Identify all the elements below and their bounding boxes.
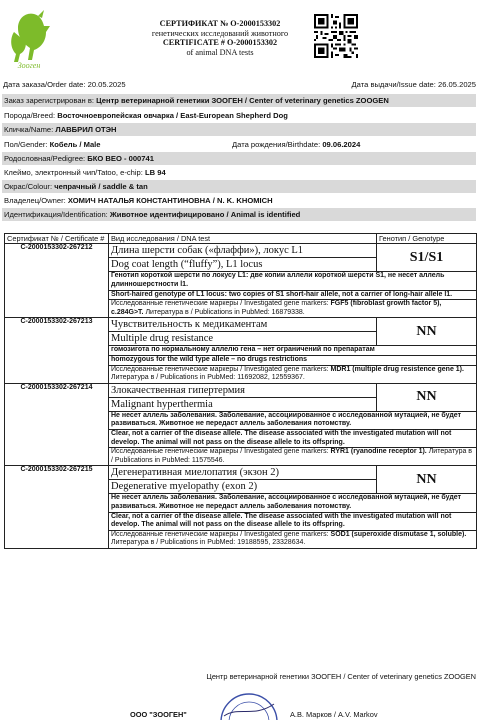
markers-gene: RYR1 (ryanodine receptor 1). (330, 448, 427, 456)
test-title-en: Malignant hyperthermia (109, 397, 377, 411)
owner-label: Владелец/Owner: (4, 196, 66, 205)
genotype-value: S1/S1 (377, 244, 477, 272)
breed-label: Порода/Breed: (4, 111, 56, 120)
pedigree-row (2, 152, 476, 165)
markers-gene: FGF5 (fibroblast growth factor 5), c.284G>T. (111, 300, 442, 316)
pedigree-label: Родословная/Pedigree: (4, 154, 86, 163)
cert-id: C-2000153302-267215 (5, 466, 109, 549)
name-row (2, 123, 476, 136)
seal-stamp (218, 688, 280, 720)
name-label: Кличка/Name: (4, 125, 54, 134)
cert-title-en: CERTIFICATE # O-2000153302 (162, 38, 278, 48)
table-row (5, 244, 477, 258)
birth-label: Дата рождения/Birthdate: (232, 140, 321, 149)
markers-prefix: Исследованные генетические маркеры / Investigated gene markers: (111, 530, 329, 538)
certificate-heading (130, 19, 310, 57)
col-header-certificate: Сертификат № / Certificate # (5, 234, 109, 244)
sex-value: Кобель / Male (49, 140, 101, 149)
result-note-ru: Генотип короткой шерсти по локусу L1: две копии аллели короткой шерсти S1, не несет аллель длинношерстности l1. (109, 272, 477, 290)
sex-row (2, 138, 476, 151)
chip-row (2, 166, 476, 179)
markers-prefix: Исследованные генетические маркеры / Investigated gene markers: (111, 300, 329, 308)
table-header-row (5, 234, 477, 244)
markers-publications: Литература в / Publications in PubMed: 11575546. (111, 448, 473, 464)
gene-markers (109, 300, 477, 318)
registered-value: Центр ветеринарной генетики ЗООГЕН / Center of veterinary genetics ZOOGEN (96, 96, 389, 105)
colour-value: чепрачный / saddle & tan (54, 182, 148, 191)
chip-value: LB 94 (145, 168, 166, 177)
cert-id: C-2000153302-267213 (5, 318, 109, 383)
genotype-value: NN (377, 383, 477, 411)
footer-company: ООО "ЗООГЕН" (130, 710, 187, 719)
registered-row (2, 94, 476, 107)
owner-row (2, 194, 476, 207)
markers-gene: SOD1 (superoxide dismutase 1, soluble). (330, 530, 467, 538)
cert-subtitle-en: of animal DNA tests (186, 47, 254, 57)
result-note-en: homozygous for the wild type allele – no drugs restrictions (109, 355, 477, 365)
order-date: Дата заказа/Order date: 20.05.2025 (3, 80, 126, 89)
test-title-ru: Злокачественная гипертермия (109, 383, 377, 397)
zoogen-logo (4, 8, 54, 70)
markers-prefix: Исследованные генетические маркеры / Investigated gene markers: (111, 448, 329, 456)
pedigree-value: БКО ВЕО - 000741 (87, 154, 154, 163)
table-row (5, 318, 477, 332)
result-note-ru: Не несет аллель заболевания. Заболевание, ассоциированное с исследованной мутацией, не будет развиваться. Животное не передаст аллель заболевания потомству. (109, 411, 477, 429)
colour-label: Окрас/Colour: (4, 182, 53, 191)
result-note-ru: гомозигота по нормальному аллелю гена – нет ограничений по препаратам (109, 346, 477, 356)
name-value: ЛАВБРИЛ ОТЭН (55, 125, 117, 134)
colour-row (2, 180, 476, 193)
test-title-ru: Дегенеративная миелопатия (экзон 2) (109, 466, 377, 480)
col-header-test: Вид исследования / DNA test (109, 234, 377, 244)
test-title-ru: Чувствительность к медикаментам (109, 318, 377, 332)
breed-value: Восточноевропейская овчарка / East-European Shepherd Dog (57, 111, 288, 120)
markers-publications: Литература в / Publications in PubMed: 19188595, 23328634. (111, 539, 306, 547)
cert-id: C-2000153302-267212 (5, 244, 109, 318)
ident-value: Животное идентифицировано / Animal is identified (109, 210, 301, 219)
identification-row (2, 208, 476, 221)
cert-id: C-2000153302-267214 (5, 383, 109, 466)
footer-center-name: Центр ветеринарной генетики ЗООГЕН / Center of veterinary genetics ZOOGEN (206, 672, 476, 681)
table-row (5, 383, 477, 397)
ident-label: Идентификация/Identification: (4, 210, 108, 219)
footer-signer: А.В. Марков / A.V. Markov (290, 710, 378, 719)
markers-publications: Литература в / Publications in PubMed: 11692082, 12559367. (111, 374, 305, 382)
logo-text: Зооген (17, 61, 41, 70)
cert-title-ru: СЕРТИФИКАТ № O-2000153302 (159, 19, 281, 28)
test-title-ru: Длина шерсти собак («флаффи»), локус L1 (109, 244, 377, 258)
results-table (4, 233, 477, 549)
markers-prefix: Исследованные генетические маркеры / Investigated gene markers: (111, 365, 329, 373)
result-note-en: Short-haired genotype of L1 locus: two copies of S1 short-hair allele, not a carrier of long-hair allele l1. (109, 290, 477, 300)
cert-subtitle-ru: генетических исследований животного (151, 28, 289, 38)
owner-value: ХОМИЧ НАТАЛЬЯ КОНСТАНТИНОВНА / N. K. KHOMICH (67, 196, 273, 205)
result-note-ru: Не несет аллель заболевания. Заболевание, ассоциированное с исследованной мутацией, не будет развиваться. Животное не передаст аллель заболевания потомству. (109, 494, 477, 512)
gene-markers (109, 530, 477, 548)
genotype-value: NN (377, 466, 477, 494)
gene-markers (109, 448, 477, 466)
qr-code (314, 14, 358, 58)
test-title-en: Multiple drug resistance (109, 332, 377, 346)
test-title-en: Dog coat length (“fluffy”), L1 locus (109, 258, 377, 272)
issue-date: Дата выдачи/Issue date: 26.05.2025 (351, 80, 476, 89)
result-note-en: Clear, not a carrier of the disease allele. The disease associated with the investigated mutation will not develop. The animal will not pass on the disease allele to its offspring. (109, 512, 477, 530)
breed-row (2, 109, 476, 122)
gene-markers (109, 365, 477, 383)
chip-label: Клеймо, электронный чип/Tatoo, e-chip: (4, 168, 143, 177)
table-row (5, 466, 477, 480)
markers-gene: MDR1 (multiple drug resistence gene 1). (330, 365, 464, 373)
col-header-genotype: Генотип / Genotype (377, 234, 477, 244)
result-note-en: Clear, not a carrier of the disease allele. The disease associated with the investigated mutation will not develop. The animal will not pass on the disease allele to its offspring. (109, 429, 477, 447)
genotype-value: NN (377, 318, 477, 346)
registered-label: Заказ зарегистрирован в: (4, 96, 94, 105)
test-title-en: Degenerative myelopathy (exon 2) (109, 480, 377, 494)
markers-publications: Литература в / Publications in PubMed: 16879338. (145, 308, 305, 316)
sex-label: Пол/Gender: (4, 140, 48, 149)
birth-value: 09.06.2024 (322, 140, 361, 149)
